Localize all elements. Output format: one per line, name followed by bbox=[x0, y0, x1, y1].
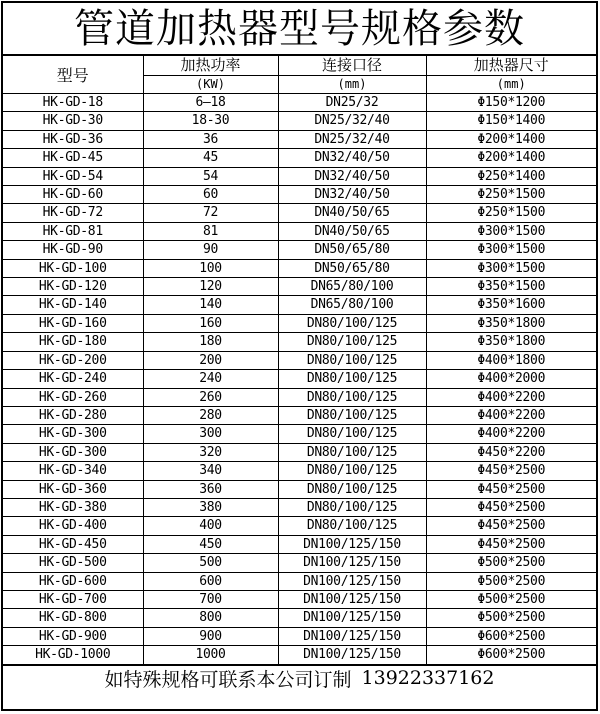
cell-size: Φ500*2500 bbox=[426, 554, 596, 572]
cell-size: Φ500*2500 bbox=[426, 572, 596, 590]
table-row bbox=[3, 443, 596, 461]
cell-connection: DN80/100/125 bbox=[278, 406, 426, 424]
cell-power: 340 bbox=[143, 462, 278, 480]
cell-model: HK-GD-1000 bbox=[3, 646, 143, 664]
cell-connection: DN65/80/100 bbox=[278, 278, 426, 296]
cell-connection: DN100/125/150 bbox=[278, 535, 426, 553]
cell-connection: DN32/40/50 bbox=[278, 149, 426, 167]
cell-connection: DN80/100/125 bbox=[278, 498, 426, 516]
table-row bbox=[3, 590, 596, 608]
table-row bbox=[3, 480, 596, 498]
cell-connection: DN25/32/40 bbox=[278, 130, 426, 148]
cell-size: Φ350*1500 bbox=[426, 278, 596, 296]
cell-power: 280 bbox=[143, 406, 278, 424]
cell-size: Φ350*1800 bbox=[426, 333, 596, 351]
table-row bbox=[3, 94, 596, 112]
cell-connection: DN80/100/125 bbox=[278, 443, 426, 461]
cell-connection: DN25/32/40 bbox=[278, 112, 426, 130]
cell-size: Φ450*2500 bbox=[426, 498, 596, 516]
cell-power: 100 bbox=[143, 259, 278, 277]
footer-note bbox=[3, 665, 596, 691]
cell-power: 700 bbox=[143, 590, 278, 608]
cell-size: Φ450*2500 bbox=[426, 535, 596, 553]
table-row bbox=[3, 130, 596, 148]
cell-size: Φ200*1400 bbox=[426, 149, 596, 167]
cell-size: Φ200*1400 bbox=[426, 130, 596, 148]
cell-size: Φ250*1500 bbox=[426, 204, 596, 222]
cell-size: Φ400*1800 bbox=[426, 351, 596, 369]
cell-size: Φ400*2000 bbox=[426, 370, 596, 388]
cell-model: HK-GD-260 bbox=[3, 388, 143, 406]
cell-power: 500 bbox=[143, 554, 278, 572]
cell-connection: DN100/125/150 bbox=[278, 646, 426, 664]
table-body bbox=[3, 94, 596, 665]
table-row bbox=[3, 370, 596, 388]
cell-model: HK-GD-140 bbox=[3, 296, 143, 314]
cell-size: Φ400*2200 bbox=[426, 406, 596, 424]
column-header-size: 加热器尺寸 bbox=[426, 56, 596, 76]
table-row bbox=[3, 388, 596, 406]
column-header-model: 型号 bbox=[3, 56, 143, 94]
cell-model: HK-GD-200 bbox=[3, 351, 143, 369]
spec-table bbox=[3, 56, 596, 665]
table-row bbox=[3, 517, 596, 535]
cell-connection: DN80/100/125 bbox=[278, 333, 426, 351]
cell-connection: DN80/100/125 bbox=[278, 480, 426, 498]
table-row bbox=[3, 498, 596, 516]
cell-connection: DN32/40/50 bbox=[278, 167, 426, 185]
cell-size: Φ450*2500 bbox=[426, 462, 596, 480]
cell-model: HK-GD-900 bbox=[3, 627, 143, 645]
cell-size: Φ250*1500 bbox=[426, 186, 596, 204]
cell-model: HK-GD-54 bbox=[3, 167, 143, 185]
column-header-power: 加热功率 bbox=[143, 56, 278, 76]
cell-size: Φ500*2500 bbox=[426, 590, 596, 608]
cell-size: Φ350*1800 bbox=[426, 314, 596, 332]
table-row bbox=[3, 554, 596, 572]
cell-size: Φ250*1400 bbox=[426, 167, 596, 185]
cell-power: 180 bbox=[143, 333, 278, 351]
table-row bbox=[3, 314, 596, 332]
cell-model: HK-GD-160 bbox=[3, 314, 143, 332]
table-row bbox=[3, 167, 596, 185]
cell-connection: DN100/125/150 bbox=[278, 627, 426, 645]
cell-model: HK-GD-600 bbox=[3, 572, 143, 590]
cell-connection: DN32/40/50 bbox=[278, 186, 426, 204]
cell-connection: DN100/125/150 bbox=[278, 590, 426, 608]
cell-power: 600 bbox=[143, 572, 278, 590]
cell-power: 260 bbox=[143, 388, 278, 406]
cell-power: 36 bbox=[143, 130, 278, 148]
cell-power: 400 bbox=[143, 517, 278, 535]
cell-connection: DN80/100/125 bbox=[278, 425, 426, 443]
spec-sheet bbox=[1, 1, 598, 711]
cell-size: Φ600*2500 bbox=[426, 646, 596, 664]
table-row bbox=[3, 204, 596, 222]
table-row bbox=[3, 462, 596, 480]
table-row bbox=[3, 609, 596, 627]
header-row bbox=[3, 56, 596, 76]
cell-power: 72 bbox=[143, 204, 278, 222]
cell-connection: DN100/125/150 bbox=[278, 554, 426, 572]
table-row bbox=[3, 572, 596, 590]
cell-power: 18-30 bbox=[143, 112, 278, 130]
cell-power: 140 bbox=[143, 296, 278, 314]
table-row bbox=[3, 535, 596, 553]
cell-model: HK-GD-72 bbox=[3, 204, 143, 222]
cell-connection: DN80/100/125 bbox=[278, 462, 426, 480]
cell-connection: DN40/50/65 bbox=[278, 204, 426, 222]
table-row bbox=[3, 149, 596, 167]
cell-model: HK-GD-360 bbox=[3, 480, 143, 498]
cell-size: Φ450*2200 bbox=[426, 443, 596, 461]
cell-size: Φ300*1500 bbox=[426, 241, 596, 259]
cell-model: HK-GD-180 bbox=[3, 333, 143, 351]
table-row bbox=[3, 425, 596, 443]
cell-power: 200 bbox=[143, 351, 278, 369]
cell-power: 450 bbox=[143, 535, 278, 553]
connection-unit: (mm) bbox=[278, 76, 426, 94]
cell-power: 54 bbox=[143, 167, 278, 185]
cell-size: Φ450*2500 bbox=[426, 517, 596, 535]
table-row bbox=[3, 259, 596, 277]
cell-power: 60 bbox=[143, 186, 278, 204]
table-row bbox=[3, 333, 596, 351]
table-row bbox=[3, 296, 596, 314]
cell-power: 320 bbox=[143, 443, 278, 461]
cell-power: 90 bbox=[143, 241, 278, 259]
cell-connection: DN65/80/100 bbox=[278, 296, 426, 314]
table-row bbox=[3, 646, 596, 664]
size-unit: (mm) bbox=[426, 76, 596, 94]
cell-model: HK-GD-36 bbox=[3, 130, 143, 148]
cell-power: 380 bbox=[143, 498, 278, 516]
power-unit: (KW) bbox=[143, 76, 278, 94]
table-row bbox=[3, 222, 596, 240]
table-row bbox=[3, 406, 596, 424]
cell-size: Φ350*1600 bbox=[426, 296, 596, 314]
cell-model: HK-GD-300 bbox=[3, 425, 143, 443]
cell-connection: DN40/50/65 bbox=[278, 222, 426, 240]
column-header-connection: 连接口径 bbox=[278, 56, 426, 76]
cell-model: HK-GD-450 bbox=[3, 535, 143, 553]
cell-connection: DN80/100/125 bbox=[278, 388, 426, 406]
cell-power: 160 bbox=[143, 314, 278, 332]
cell-size: Φ500*2500 bbox=[426, 609, 596, 627]
cell-power: 6—18 bbox=[143, 94, 278, 112]
cell-model: HK-GD-240 bbox=[3, 370, 143, 388]
cell-power: 81 bbox=[143, 222, 278, 240]
cell-model: HK-GD-100 bbox=[3, 259, 143, 277]
cell-model: HK-GD-90 bbox=[3, 241, 143, 259]
cell-model: HK-GD-30 bbox=[3, 112, 143, 130]
cell-size: Φ150*1400 bbox=[426, 112, 596, 130]
cell-power: 1000 bbox=[143, 646, 278, 664]
cell-model: HK-GD-380 bbox=[3, 498, 143, 516]
cell-size: Φ300*1500 bbox=[426, 222, 596, 240]
cell-power: 900 bbox=[143, 627, 278, 645]
table-row bbox=[3, 351, 596, 369]
cell-power: 120 bbox=[143, 278, 278, 296]
cell-model: HK-GD-500 bbox=[3, 554, 143, 572]
cell-connection: DN100/125/150 bbox=[278, 572, 426, 590]
cell-size: Φ300*1500 bbox=[426, 259, 596, 277]
phone-number: 13922337162 bbox=[361, 667, 495, 690]
cell-model: HK-GD-60 bbox=[3, 186, 143, 204]
cell-connection: DN50/65/80 bbox=[278, 241, 426, 259]
cell-model: HK-GD-300 bbox=[3, 443, 143, 461]
table-row bbox=[3, 278, 596, 296]
cell-power: 360 bbox=[143, 480, 278, 498]
cell-size: Φ450*2500 bbox=[426, 480, 596, 498]
page-title: 管道加热器型号规格参数 bbox=[3, 3, 596, 56]
cell-size: Φ150*1200 bbox=[426, 94, 596, 112]
cell-model: HK-GD-81 bbox=[3, 222, 143, 240]
cell-model: HK-GD-800 bbox=[3, 609, 143, 627]
cell-connection: DN50/65/80 bbox=[278, 259, 426, 277]
cell-model: HK-GD-700 bbox=[3, 590, 143, 608]
cell-model: HK-GD-45 bbox=[3, 149, 143, 167]
cell-size: Φ400*2200 bbox=[426, 388, 596, 406]
cell-connection: DN25/32 bbox=[278, 94, 426, 112]
cell-connection: DN100/125/150 bbox=[278, 609, 426, 627]
cell-size: Φ600*2500 bbox=[426, 627, 596, 645]
cell-model: HK-GD-18 bbox=[3, 94, 143, 112]
cell-model: HK-GD-340 bbox=[3, 462, 143, 480]
table-row bbox=[3, 241, 596, 259]
cell-model: HK-GD-400 bbox=[3, 517, 143, 535]
cell-size: Φ400*2200 bbox=[426, 425, 596, 443]
table-row bbox=[3, 112, 596, 130]
cell-model: HK-GD-120 bbox=[3, 278, 143, 296]
cell-power: 45 bbox=[143, 149, 278, 167]
cell-power: 240 bbox=[143, 370, 278, 388]
cell-connection: DN80/100/125 bbox=[278, 314, 426, 332]
cell-power: 300 bbox=[143, 425, 278, 443]
custom-order-note: 如特殊规格可联系本公司订制 bbox=[104, 668, 352, 691]
table-row bbox=[3, 186, 596, 204]
cell-power: 800 bbox=[143, 609, 278, 627]
cell-model: HK-GD-280 bbox=[3, 406, 143, 424]
cell-connection: DN80/100/125 bbox=[278, 517, 426, 535]
cell-connection: DN80/100/125 bbox=[278, 351, 426, 369]
table-row bbox=[3, 627, 596, 645]
cell-connection: DN80/100/125 bbox=[278, 370, 426, 388]
